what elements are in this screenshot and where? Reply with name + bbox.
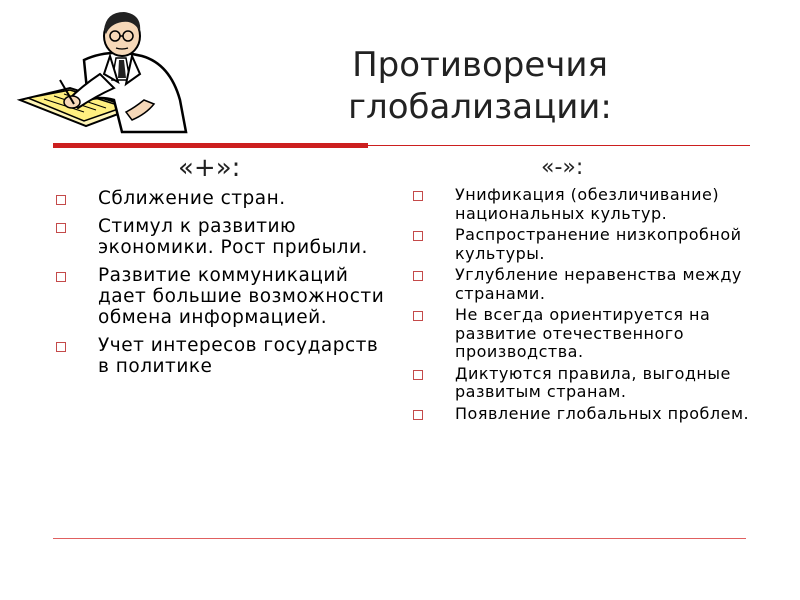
cons-list-item bbox=[413, 306, 753, 362]
pros-item-text: Учет интересов государств в политике bbox=[98, 335, 379, 377]
cons-item-text: Не всегда ориентируется на развитие отечественного производства. bbox=[455, 305, 711, 361]
pros-item-text: Стимул к развитию экономики. Рост прибыли. bbox=[98, 216, 368, 258]
pros-item-text: Сближение стран. bbox=[98, 188, 286, 209]
cons-list-item bbox=[413, 266, 753, 303]
slide-title bbox=[300, 44, 660, 128]
square-bullet-icon bbox=[413, 370, 423, 380]
scientist-writing-icon bbox=[14, 4, 194, 140]
cons-list-item bbox=[413, 226, 753, 263]
cons-list bbox=[413, 186, 753, 426]
square-bullet-icon bbox=[56, 223, 66, 233]
cons-list-item bbox=[413, 405, 753, 424]
square-bullet-icon bbox=[413, 410, 423, 420]
pros-heading: «+»: bbox=[178, 153, 241, 183]
square-bullet-icon bbox=[413, 231, 423, 241]
cons-list-item bbox=[413, 186, 753, 223]
square-bullet-icon bbox=[413, 311, 423, 321]
cons-item-text: Унификация (обезличивание) национальных культур. bbox=[455, 185, 720, 223]
title-line-2: глобализации: bbox=[348, 87, 612, 127]
square-bullet-icon bbox=[56, 272, 66, 282]
title-divider-thick bbox=[53, 143, 368, 148]
pros-list bbox=[56, 188, 396, 384]
square-bullet-icon bbox=[56, 195, 66, 205]
pros-list-item bbox=[56, 188, 396, 209]
square-bullet-icon bbox=[56, 342, 66, 352]
cons-list-item bbox=[413, 365, 753, 402]
cons-heading: «-»: bbox=[541, 155, 584, 180]
square-bullet-icon bbox=[413, 191, 423, 201]
cons-item-text: Распространение низкопробной культуры. bbox=[455, 225, 742, 263]
pros-item-text: Развитие коммуникаций дает большие возможности обмена информацией. bbox=[98, 265, 385, 328]
pros-list-item bbox=[56, 216, 396, 258]
pros-list-item bbox=[56, 335, 396, 377]
bottom-divider bbox=[53, 538, 746, 539]
title-line-1: Противоречия bbox=[352, 45, 608, 85]
cons-item-text: Появление глобальных проблем. bbox=[455, 403, 750, 423]
square-bullet-icon bbox=[413, 271, 423, 281]
cons-item-text: Углубление неравенства между странами. bbox=[455, 265, 742, 303]
title-divider-thin bbox=[368, 145, 750, 146]
pros-list-item bbox=[56, 265, 396, 328]
cons-item-text: Диктуются правила, выгодные развитым странам. bbox=[455, 363, 731, 401]
